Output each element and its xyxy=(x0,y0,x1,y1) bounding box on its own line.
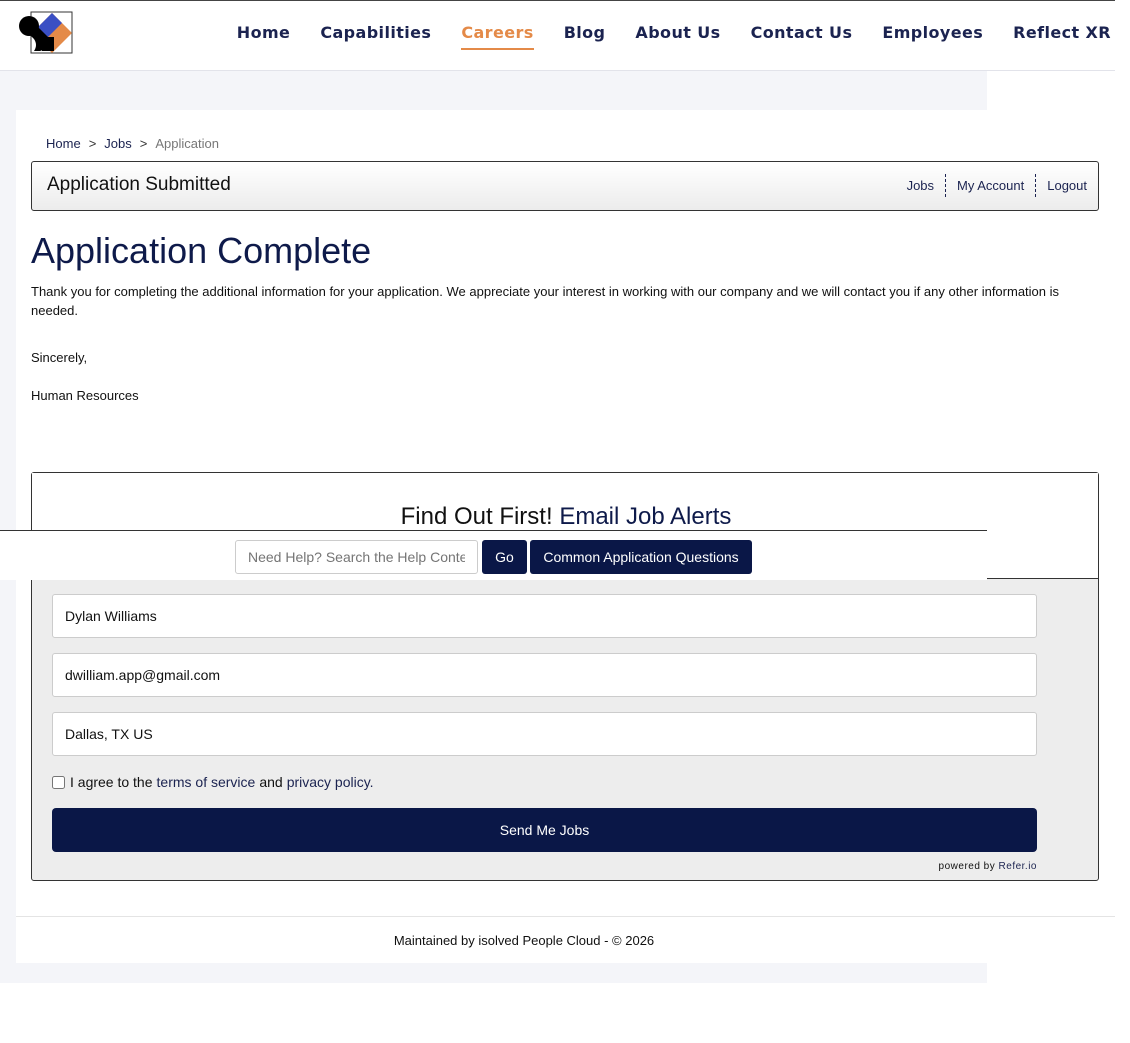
confirmation-message: Thank you for completing the additional information for your application. We appreciate your interest in working with our company and we will contact you if any other information is needed. xyxy=(31,284,1060,318)
agree-checkbox[interactable] xyxy=(52,776,65,789)
application-header-bar xyxy=(31,161,1099,211)
page-title: Application Complete xyxy=(31,230,372,271)
breadcrumb-current: Application xyxy=(155,136,219,151)
location-field[interactable] xyxy=(52,712,1037,756)
footer-text: Maintained by isolved People Cloud - © 2026 xyxy=(393,933,655,948)
terms-of-service-link[interactable]: terms of service xyxy=(156,774,256,790)
nav-careers[interactable]: Careers xyxy=(461,23,533,50)
name-field[interactable] xyxy=(52,594,1037,638)
help-go-button[interactable]: Go xyxy=(482,540,527,574)
powered-by-label: powered by xyxy=(938,861,996,872)
agree-prefix: I agree to the xyxy=(70,774,153,790)
nav-home[interactable]: Home xyxy=(236,23,291,42)
common-questions-button[interactable]: Common Application Questions xyxy=(530,540,752,574)
job-alerts-title xyxy=(32,503,1100,531)
nav-blog[interactable]: Blog xyxy=(563,23,606,42)
company-logo[interactable] xyxy=(18,11,74,55)
divider xyxy=(987,578,1099,579)
job-alerts-title-prefix: Find Out First! xyxy=(400,503,553,530)
privacy-policy-link[interactable]: privacy policy. xyxy=(286,774,374,790)
main-nav xyxy=(207,23,1111,50)
page-footer xyxy=(16,916,1115,963)
nav-reflect-xr[interactable]: Reflect XR xyxy=(1013,23,1111,42)
application-status-title: Application Submitted xyxy=(47,174,231,195)
job-alerts-title-accent: Email Job Alerts xyxy=(559,503,732,530)
jobs-link[interactable]: Jobs xyxy=(906,178,935,193)
terms-agreement xyxy=(52,774,374,790)
help-search-input[interactable] xyxy=(235,540,478,574)
email-field[interactable] xyxy=(52,653,1037,697)
refer-io-link[interactable]: Refer.io xyxy=(998,861,1037,872)
nav-employees[interactable]: Employees xyxy=(882,23,984,42)
agree-and: and xyxy=(259,774,283,790)
nav-contact-us[interactable]: Contact Us xyxy=(750,23,853,42)
signature: Human Resources xyxy=(31,388,139,403)
account-links xyxy=(896,174,1098,197)
powered-by xyxy=(939,861,1037,872)
sign-off: Sincerely, xyxy=(31,350,88,365)
breadcrumb-separator: > xyxy=(88,136,97,151)
send-me-jobs-button[interactable]: Send Me Jobs xyxy=(52,808,1037,852)
help-search-bar xyxy=(0,530,987,580)
breadcrumb-jobs[interactable]: Jobs xyxy=(104,136,132,151)
breadcrumb xyxy=(46,136,219,151)
site-header xyxy=(0,0,1115,71)
nav-about-us[interactable]: About Us xyxy=(635,23,721,42)
breadcrumb-separator: > xyxy=(139,136,148,151)
nav-capabilities[interactable]: Capabilities xyxy=(320,23,432,42)
my-account-link[interactable]: My Account xyxy=(945,174,1035,197)
logout-link[interactable]: Logout xyxy=(1035,174,1098,197)
breadcrumb-home[interactable]: Home xyxy=(46,136,81,151)
